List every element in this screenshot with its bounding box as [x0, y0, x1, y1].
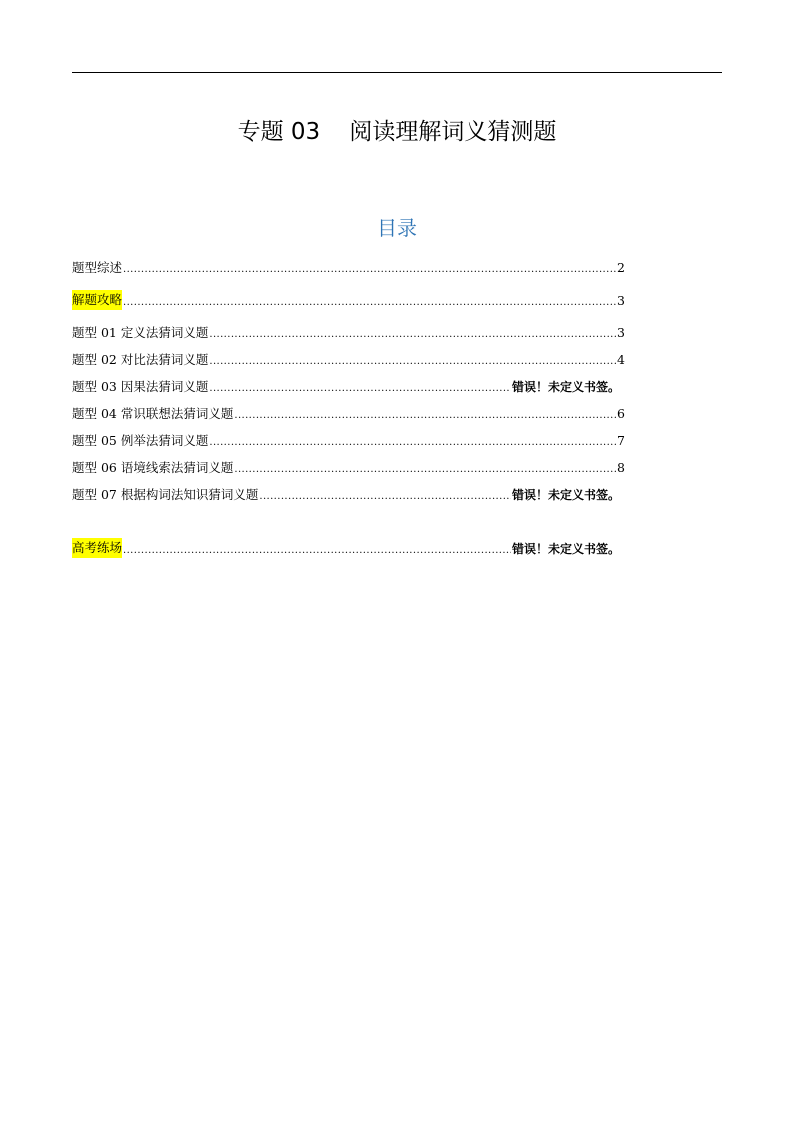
toc-entry-label: 题型 02 对比法猜词义题 — [72, 352, 209, 367]
toc-entry-type-06[interactable] — [72, 457, 625, 477]
toc-entry-label: 题型 07 根据构词法知识猜词义题 — [72, 487, 259, 502]
toc-dot-leader — [209, 382, 511, 396]
toc-entry-label: 题型综述 — [72, 260, 123, 275]
toc-page-number: 4 — [617, 352, 625, 367]
toc-bookmark-error: 错误！未定义书签。 — [511, 542, 620, 556]
toc-entry-exam-practice[interactable] — [72, 538, 620, 558]
toc-dot-leader — [209, 355, 616, 369]
toc-dot-leader — [259, 490, 511, 504]
toc-page-number: 3 — [617, 325, 625, 340]
toc-dot-leader — [234, 463, 616, 477]
toc-entry-label: 题型 03 因果法猜词义题 — [72, 379, 209, 394]
toc-dot-leader — [123, 296, 616, 310]
toc-page-number: 3 — [617, 293, 625, 308]
toc-entry-label: 解题攻略 — [72, 290, 122, 310]
toc-entry-type-01[interactable] — [72, 322, 625, 342]
toc-entry-type-07[interactable] — [72, 484, 620, 504]
toc-heading: 目录 — [377, 216, 417, 240]
toc-entry-label: 高考练场 — [72, 538, 122, 558]
header-rule — [72, 72, 722, 73]
toc-page-number: 8 — [617, 460, 625, 475]
toc-entry-label: 题型 05 例举法猜词义题 — [72, 433, 209, 448]
toc-dot-leader — [234, 409, 616, 423]
toc-page-number: 7 — [617, 433, 625, 448]
toc-dot-leader — [209, 436, 616, 450]
toc-entry-strategies[interactable] — [72, 290, 625, 310]
toc-page-number: 6 — [617, 406, 625, 421]
toc-entry-type-02[interactable] — [72, 349, 625, 369]
toc-entry-label: 题型 04 常识联想法猜词义题 — [72, 406, 234, 421]
toc-bookmark-error: 错误！未定义书签。 — [511, 380, 620, 394]
toc-dot-leader — [123, 263, 616, 277]
toc-entry-label: 题型 06 语境线索法猜词义题 — [72, 460, 234, 475]
toc-dot-leader — [123, 544, 511, 558]
document-title: 专题 03 阅读理解词义猜测题 — [237, 119, 557, 146]
toc-entry-overview[interactable] — [72, 257, 625, 277]
toc-bookmark-error: 错误！未定义书签。 — [511, 488, 620, 502]
toc-entry-type-04[interactable] — [72, 403, 625, 423]
toc-page-number: 2 — [617, 260, 625, 275]
toc-entry-type-03[interactable] — [72, 376, 620, 396]
toc-dot-leader — [209, 328, 616, 342]
toc-entry-label: 题型 01 定义法猜词义题 — [72, 325, 209, 340]
toc-entry-type-05[interactable] — [72, 430, 625, 450]
